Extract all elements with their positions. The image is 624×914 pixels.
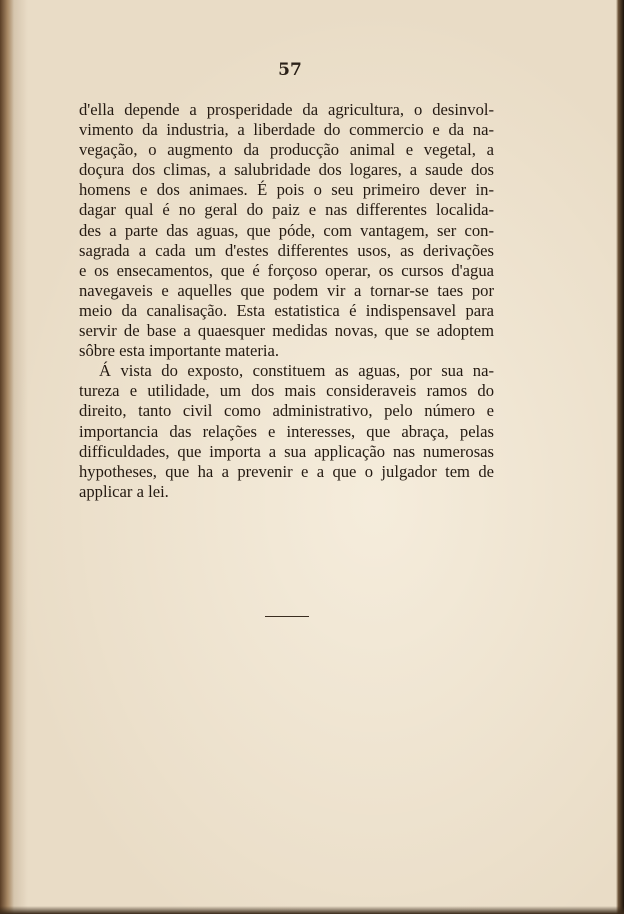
text-line: sôbre esta importante materia. [79, 341, 279, 361]
text-line: applicar a lei. [79, 481, 169, 501]
paragraph-2 [79, 361, 494, 502]
text-line: dagar qual é no geral do paiz e nas differentes localida- [79, 200, 494, 220]
page-number: 57 [278, 60, 302, 80]
text-line: doçura dos climas, a salubridade dos logares, a saude dos [79, 160, 494, 180]
text-line: Á vista do exposto, constituem as aguas, por sua na- [99, 361, 494, 381]
text-line: difficuldades, que importa a sua applicação nas numerosas [79, 441, 494, 461]
text-line: hypotheses, que ha a prevenir e a que o julgador tem de [79, 461, 494, 481]
text-line: meio da canalisação. Esta estatistica é indispensavel para [79, 300, 494, 320]
section-divider [265, 616, 309, 617]
page-bottom-edge [0, 906, 624, 914]
text-line: des a parte das aguas, que póde, com vantagem, ser con- [79, 220, 494, 240]
text-line: servir de base a quaesquer medidas novas, que se adoptem [79, 321, 494, 341]
paragraph-1 [79, 100, 494, 361]
text-line: vimento da industria, a liberdade do commercio e da na- [79, 120, 494, 140]
text-line: navegaveis e aquelles que podem vir a tornar-se taes por [79, 280, 494, 300]
body-text [79, 100, 494, 502]
text-line: tureza e utilidade, um dos mais consideraveis ramos do [79, 381, 494, 401]
text-line: sagrada a cada um d'estes differentes usos, as derivações [79, 240, 494, 260]
text-line: direito, tanto civil como administrativo, pelo número e [79, 401, 494, 421]
text-line: importancia das relações e interesses, que abraça, pelas [79, 421, 494, 441]
text-line: e os ensecamentos, que é forçoso operar, os cursos d'agua [79, 260, 494, 280]
text-line: d'ella depende a prosperidade da agricultura, o desinvol- [79, 100, 494, 119]
page-right-edge [616, 0, 624, 914]
text-line: vegação, o augmento da producção animal e vegetal, a [79, 140, 494, 160]
page-gutter-shadow [0, 0, 14, 914]
text-line: homens e dos animaes. É pois o seu primeiro dever in- [79, 180, 494, 200]
